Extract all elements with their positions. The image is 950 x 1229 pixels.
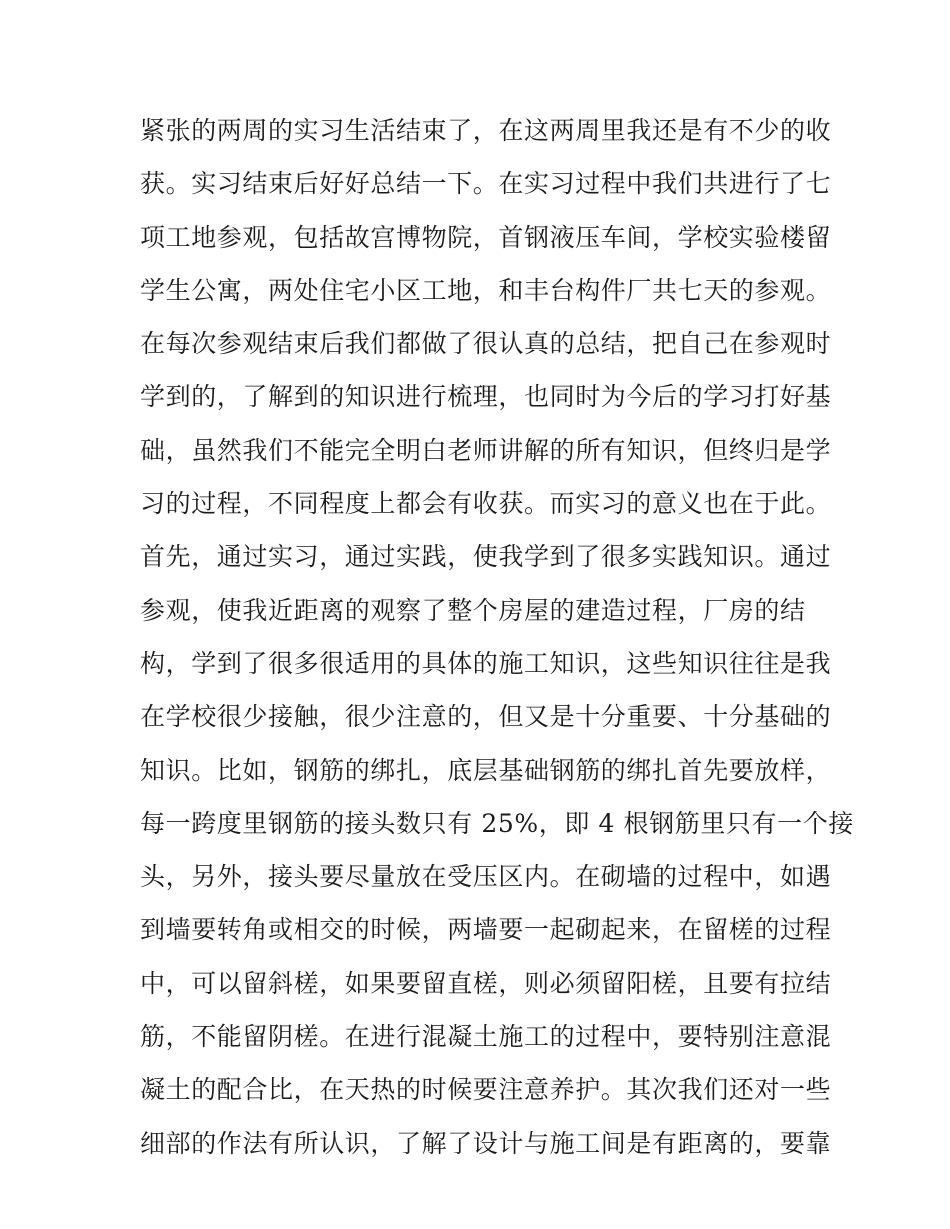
text-line: 学到的，了解到的知识进行梳理，也同时为今后的学习打好基 [140,382,832,412]
text-line: 获。实习结束后好好总结一下。在实习过程中我们共进行了七 [140,169,832,199]
text-line: 参观，使我近距离的观察了整个房屋的建造过程，厂房的结 [140,595,806,625]
text-line: 习的过程，不同程度上都会有收获。而实习的意义也在于此。 [140,489,832,519]
text-line: 项工地参观，包括故宫博物院，首钢液压车间，学校实验楼留 [140,222,832,252]
text-line: 筋，不能留阴槎。在进行混凝土施工的过程中，要特别注意混 [140,1022,832,1052]
text-line: 在学校很少接触，很少注意的，但又是十分重要、十分基础的 [140,702,832,732]
text-line: 到墙要转角或相交的时候，两墙要一起砌起来，在留槎的过程 [140,915,832,945]
text-line: 在每次参观结束后我们都做了很认真的总结，把自己在参观时 [140,329,832,359]
text-line: 学生公寓，两处住宅小区工地，和丰台构件厂共七天的参观。 [140,275,832,305]
text-line: 构，学到了很多很适用的具体的施工知识，这些知识往往是我 [140,648,832,678]
text-line: 凝土的配合比，在天热的时候要注意养护。其次我们还对一些 [140,1075,832,1105]
text-line: 紧张的两周的实习生活结束了，在这两周里我还是有不少的收 [140,116,832,145]
text-line: 知识。比如，钢筋的绑扎，底层基础钢筋的绑扎首先要放样， [140,755,832,785]
text-line: 细部的作法有所认识，了解了设计与施工间是有距离的，要靠 [140,1128,832,1158]
body-text [140,104,854,1170]
text-line: 每一跨度里钢筋的接头数只有 25%，即 4 根钢筋里只有一个接 [140,808,854,838]
text-line: 中，可以留斜槎，如果要留直槎，则必须留阳槎，且要有拉结 [140,968,832,998]
text-line: 首先，通过实习，通过实践，使我学到了很多实践知识。通过 [140,542,832,572]
text-line: 础，虽然我们不能完全明白老师讲解的所有知识，但终归是学 [140,435,832,465]
text-line: 头，另外，接头要尽量放在受压区内。在砌墙的过程中，如遇 [140,862,832,892]
